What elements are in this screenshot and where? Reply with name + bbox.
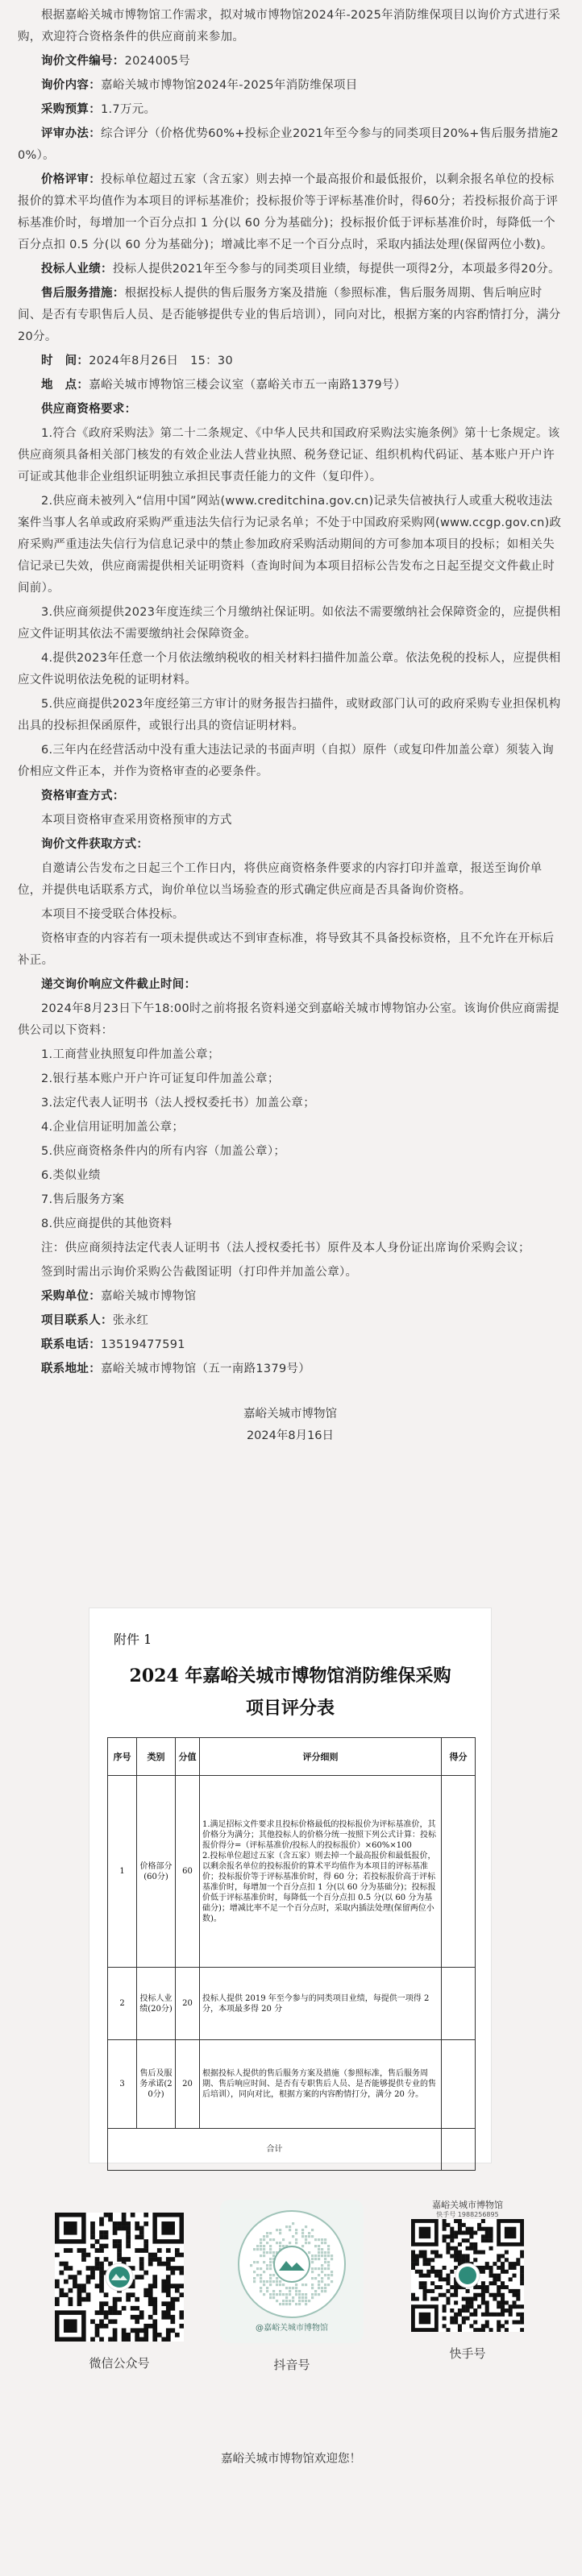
material-item: 2.银行基本账户开户许可证复印件加盖公章； <box>41 1072 280 1085</box>
row-score <box>442 2040 476 2129</box>
douyin-inner-handle: @嘉峪关城市博物馆 <box>256 2324 328 2333</box>
attendance-note: 注：供应商须持法定代表人证明书（法人授权委托书）原件及本人身份证出席询价采购会议； <box>41 1242 530 1255</box>
total-label: 合计 <box>108 2129 442 2171</box>
article-body <box>18 5 563 1447</box>
obtain-text: 自邀请公告发布之日起三个工作日内，将供应商资格条件要求的内容打印并盖章，报送至询价单位，并提供电话联系方式，询价单位以当场验查的形式确定供应商是否具备询价资格。 <box>18 862 543 897</box>
row-number: 2 <box>108 1968 137 2040</box>
kuaishou-account-name: 嘉峪关城市博物馆 <box>432 2200 503 2210</box>
kuaishou-account-id: 快手号 1988256895 <box>436 2211 499 2218</box>
row-category: 售后及服务承诺(20分) <box>137 2040 176 2129</box>
header-cell: 类别 <box>137 1738 176 1776</box>
footer-welcome: 嘉峪关城市博物馆欢迎您！ <box>221 2453 361 2466</box>
douyin-qr-code-icon[interactable] <box>220 2200 364 2343</box>
header-cell: 得分 <box>442 1738 476 1776</box>
signature-org: 嘉峪关城市博物馆 <box>243 1408 337 1421</box>
row-points: 60 <box>176 1776 200 1968</box>
material-item: 8.供应商提供的其他资料 <box>41 1217 173 1230</box>
row-detail: 根据投标人提供的售后服务方案及措施（参照标准，售后服务周期、售后响应时间、是否有专职售后人员、是否能够提供专业的售后培训），同向对比，根据方案的内容酌情打分，满分 20 分。 <box>200 2040 442 2129</box>
review-note: 资格审查的内容若有一项未提供或达不到审查标准，将导致其不具备投标资格，且不允许在开标后补正。 <box>18 932 555 967</box>
review-heading: 资格审查方式： <box>41 790 125 803</box>
sign-in-note: 签到时需出示询价采购公告截图证明（打印件并加盖公章）。 <box>41 1266 358 1279</box>
qualification-item: 6.三年内在经营活动中没有重大违法记录的书面声明（自拟）原件（或复印件加盖公章）须装入询价相应文件正本，并作为资格审查的必要条件。 <box>18 744 555 778</box>
row-category: 价格部分(60分) <box>137 1776 176 1968</box>
kuaishou-qr-caption: 快手号 <box>449 2346 486 2361</box>
row-number: 1 <box>108 1776 137 1968</box>
meeting-time: 时 间：2024年8月26日 15：30 <box>41 355 233 367</box>
row-category: 投标人业绩(20分) <box>137 1968 176 2040</box>
material-item: 6.类似业绩 <box>41 1169 101 1182</box>
attachment-label: 附件 1 <box>114 1632 152 1647</box>
price-review: 价格评审：投标单位超过五家（含五家）则去掉一个最高报价和最低报价，以剩余报名单位的投标报价的算术平均值作为本项目的评标基准价；投标报价等于评标基准价时，得60分；若投标报价高于评标基准价时，每增加一个百分点扣 1 分(以 60 分为基础分)；投标报价低于评标基准价时，每降低一个百分点扣 0.5 分(以 60 分为基础分)；增减比率不足一个百分点时，采取内插法处理(保留两位小数)。 <box>18 173 559 251</box>
purchaser: 采购单位：嘉峪关城市博物馆 <box>41 1290 197 1303</box>
material-item: 7.售后服务方案 <box>41 1193 125 1206</box>
table-row <box>108 1968 476 2040</box>
header-cell: 分值 <box>176 1738 200 1776</box>
after-sales-measures: 售后服务措施：根据投标人提供的售后服务方案及措施（参照标准，售后服务周期、售后响应时间、是否有专职售后人员、是否能够提供专业的售后培训），同向对比，根据方案的内容酌情打分，满分20分。 <box>18 287 561 343</box>
deadline-text: 2024年8月23日下午18:00时之前将报名资料递交到嘉峪关城市博物馆办公室。该询价供应商需提供公司以下资料： <box>18 1002 559 1037</box>
material-item: 3.法定代表人证明书（法人授权委托书）加盖公章； <box>41 1097 316 1110</box>
wechat-qr-code-icon[interactable] <box>55 2213 184 2342</box>
inquiry-content: 询价内容：嘉峪关城市博物馆2024年-2025年消防维保项目 <box>41 79 358 92</box>
obtain-heading: 询价文件获取方式： <box>41 838 149 851</box>
review-text: 本项目资格审查采用资格预审的方式 <box>41 814 232 827</box>
contact-phone: 联系电话：13519477591 <box>41 1338 185 1351</box>
douyin-qr-caption: 抖音号 <box>273 2358 310 2372</box>
qualification-item: 5.供应商提供2023年度经第三方审计的财务报告扫描件，或财政部门认可的政府采购专业担保机构出具的投标担保函原件，或银行出具的资信证明材料。 <box>18 698 561 732</box>
row-score <box>442 1968 476 2040</box>
header-cell: 评分细则 <box>200 1738 442 1776</box>
row-points: 20 <box>176 2040 200 2129</box>
row-number: 3 <box>108 2040 137 2129</box>
row-detail: 1.满足招标文件要求且投标价格最低的投标报价为评标基准价，其价格分为满分；其他投标人的价格分统一按照下列公式计算：投标报价得分=（评标基准价/投标人的投标报价）×60%×100 2.投标单位超过五家（含五家）则去掉一个最高报价和最低报价，以剩余报名单位的投标报价的算术平均值作为本项目的评标基准价；投标报价等于评标基准价时，得 60 分；若投标报价高于评标基准价时，每增加一个百分点扣 1 分(以 60 分为基础分)；投标报价低于评标基准价时，每降低一个百分点扣 0.5 分(以 60 分为基础分)；增减比率不足一个百分点时，采取内插法处理(保留两位小数)。 <box>200 1776 442 1968</box>
budget: 采购预算：1.7万元。 <box>41 103 156 116</box>
material-item: 4.企业信用证明加盖公章； <box>41 1121 185 1134</box>
wechat-qr-block <box>50 2200 189 2371</box>
attachment-score-sheet <box>89 1607 492 2163</box>
qualification-item: 1.符合《政府采购法》第二十二条规定、《中华人民共和国政府采购法实施条例》第十七条规定。该供应商须具备相关部门核发的有效企业法人营业执照、税务登记证、组织机构代码证、基本账户开户许可证或其他非企业组织证明独立承担民事责任能力的文件（复印件）。 <box>18 427 560 483</box>
no-consortium: 本项目不接受联合体投标。 <box>41 908 185 921</box>
table-header-row <box>108 1738 476 1776</box>
evaluation-method: 评审办法：综合评分（价格优势60%+投标企业2021年至今参与的同类项目20%+售后服务措施20%）。 <box>18 127 559 162</box>
signature-date: 2024年8月16日 <box>246 1429 335 1442</box>
header-cell: 序号 <box>108 1738 137 1776</box>
contact-address: 联系地址：嘉峪关城市博物馆（五一南路1379号） <box>41 1363 311 1375</box>
qualification-heading: 供应商资格要求： <box>41 403 137 416</box>
kuaishou-qr-code-icon[interactable] <box>411 2219 524 2332</box>
row-score <box>442 1776 476 1968</box>
intro-paragraph: 根据嘉峪关城市博物馆工作需求，拟对城市博物馆2024年-2025年消防维保项目以询价方式进行采购，欢迎符合资格条件的供应商前来参加。 <box>18 9 561 44</box>
score-table <box>107 1737 476 2171</box>
kuaishou-qr-block <box>407 2200 528 2362</box>
qualification-item: 2.供应商未被列入“信用中国”网站(www.creditchina.gov.cn)记录失信被执行人或重大税收违法案件当事人名单或政府采购严重违法失信行为记录名单；不处于中国政府采购网(www.ccgp.gov.cn)政府采购严重违法失信行为信息记录中的禁止参加政府采购活动期间的方可参加本项目的投标；如相关失信记录已失效，供应商需提供相关证明资料（查询时间为本项目招标公告发布之日起至提交文件截止时间前）。 <box>18 495 562 595</box>
qualification-item: 4.提供2023年任意一个月依法缴纳税收的相关材料扫描件加盖公章。依法免税的投标人，应提供相应文件说明依法免税的证明材料。 <box>18 652 561 687</box>
meeting-place: 地 点：嘉峪关城市博物馆三楼会议室（嘉峪关市五一南路1379号） <box>41 379 406 392</box>
project-contact: 项目联系人：张永红 <box>41 1314 149 1327</box>
douyin-qr-block <box>219 2200 364 2373</box>
qr-code-section <box>0 2200 582 2401</box>
total-score <box>442 2129 476 2171</box>
wechat-qr-caption: 微信公众号 <box>89 2356 150 2371</box>
row-points: 20 <box>176 1968 200 2040</box>
material-item: 5.供应商资格条件内的所有内容（加盖公章）； <box>41 1145 286 1158</box>
qualification-item: 3.供应商须提供2023年度连续三个月缴纳社保证明。如依法不需要缴纳社会保障资金的，应提供相应文件证明其依法不需要缴纳社会保障资金。 <box>18 606 561 641</box>
attachment-title: 2024 年嘉峪关城市博物馆消防维保采购 项目评分表 <box>129 1665 451 1719</box>
deadline-heading: 递交询价响应文件截止时间： <box>41 978 197 991</box>
table-row <box>108 1776 476 1968</box>
material-item: 1.工商营业执照复印件加盖公章； <box>41 1048 220 1061</box>
row-detail: 投标人提供 2019 年至今参与的同类项目业绩，每提供一项得 2 分，本项最多得 20 分 <box>200 1968 442 2040</box>
table-row <box>108 2040 476 2129</box>
table-total-row <box>108 2129 476 2171</box>
doc-number: 询价文件编号：2024005号 <box>41 55 191 68</box>
bidder-performance: 投标人业绩：投标人提供2021年至今参与的同类项目业绩，每提供一项得2分，本项最多得20分。 <box>41 263 560 276</box>
